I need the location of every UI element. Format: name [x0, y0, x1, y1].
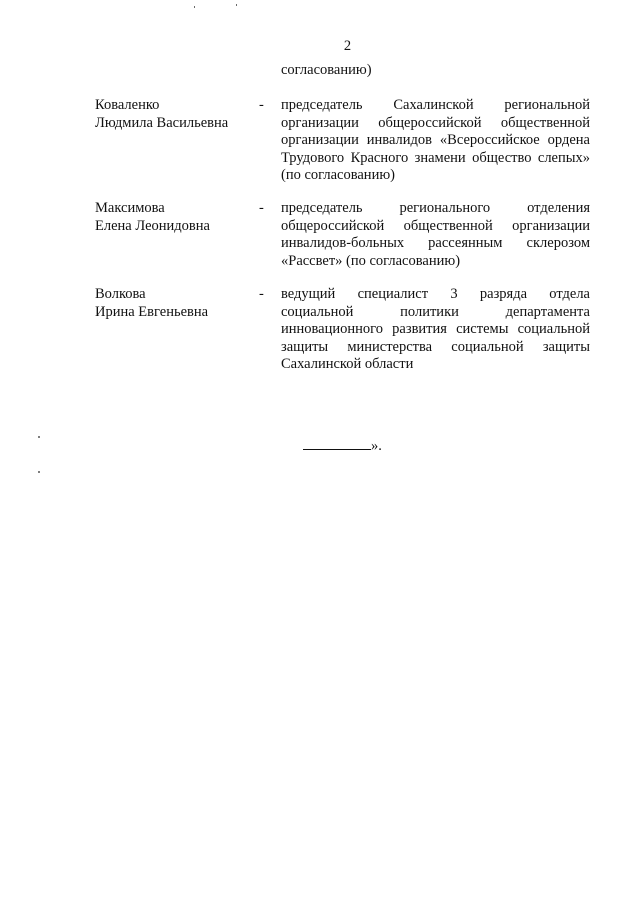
- scan-speck: [194, 6, 195, 8]
- member-given-names: Людмила Васильевна: [95, 114, 229, 131]
- member-position: [281, 97, 590, 185]
- member-name: [95, 286, 255, 321]
- member-surname: Коваленко: [95, 97, 160, 113]
- position-line: организации общероссийской общественной: [281, 114, 590, 131]
- member-given-names: Елена Леонидовна: [95, 217, 210, 234]
- position-line: «Рассвет» (по согласованию): [281, 252, 461, 269]
- member-name: [95, 97, 255, 132]
- entry-dash: -: [259, 286, 264, 302]
- position-line: ведущий специалист 3 разряда отдела: [281, 286, 590, 302]
- position-line: организации инвалидов «Всероссийское ордена: [281, 132, 590, 148]
- position-line: социальной политики департамента: [281, 303, 590, 320]
- member-given-names: Ирина Евгеньевна: [95, 303, 209, 320]
- closing-mark: ».: [371, 438, 382, 454]
- position-line: защиты министерства социальной защиты: [281, 338, 590, 355]
- scan-speck: [236, 4, 237, 6]
- closing-line: [303, 437, 382, 456]
- position-line: Сахалинской области: [281, 356, 414, 372]
- position-line: инновационного развития системы социальной: [281, 321, 590, 337]
- signature-rule: [303, 437, 371, 450]
- member-position: [281, 200, 590, 270]
- page-number: 2: [343, 38, 352, 54]
- scan-speck: [38, 471, 40, 473]
- entry-dash: -: [259, 200, 264, 216]
- member-surname: Волкова: [95, 286, 146, 302]
- member-name: [95, 200, 255, 235]
- member-surname: Максимова: [95, 200, 165, 216]
- continuation-text: согласованию): [281, 62, 372, 78]
- position-line: инвалидов-больных рассеянным склерозом: [281, 235, 590, 251]
- position-line: общероссийской общественной организации: [281, 217, 590, 234]
- scan-speck: [38, 436, 40, 438]
- member-position: [281, 286, 590, 374]
- position-line: (по согласованию): [281, 167, 395, 183]
- position-line: председатель Сахалинской региональной: [281, 97, 590, 113]
- position-line: председатель регионального отделения: [281, 200, 590, 216]
- entry-dash: -: [259, 97, 264, 113]
- position-line: Трудового Красного знамени общество слепых»: [281, 149, 590, 166]
